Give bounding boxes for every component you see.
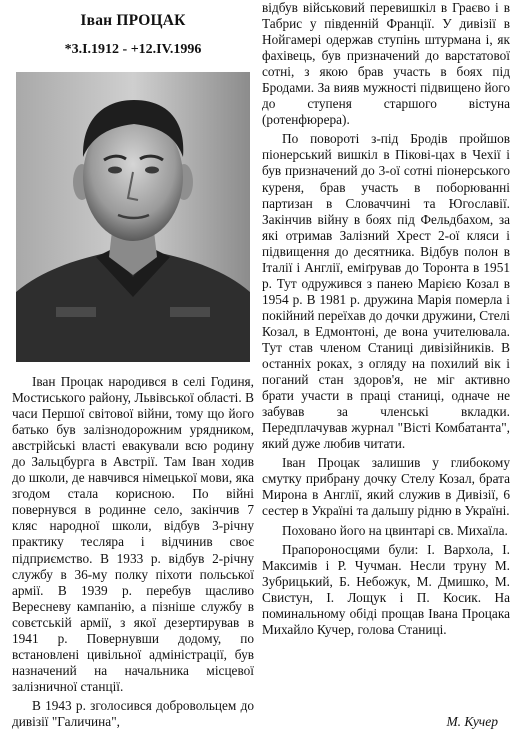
right-paragraph-4: Поховано його на цвинтарі св. Михаїла.: [282, 522, 508, 538]
right-paragraph-2: По повороті з-під Бродів пройшов піонерський вишкіл в Пікові-цах в Чехії і був призначений до 3-ої сотні піонерського куреня, брав участь в поборюванні партизан в Словаччині та Югославії. Закінчив війну в боях під Фельдбахом, за які отримав Залізний Хрест 2-ої кляси і підвищення до десятника. Відбув полон в Італії і Англії, еміґрував до Торонта в 1951 р. Тут одружився з панею Марією Козал в 1954 р. В 1981 р. дружина Марія померла і покійний переїхав до дочки дружини, Стелі Козал, в Едмонтоні, де вона учителювала. Тут став членом Станиці дивізійників. В останніх роках, з огляду на похилий вік і поганий стан здоров'я, не міг активно брати участи в праці станиці, одначе не забував за членські вкладки. Передплачував журнал "Вісті Комбатанта", який дуже любив читати.: [262, 131, 510, 452]
life-dates: *3.I.1912 - +12.IV.1996: [64, 42, 202, 57]
left-paragraph-2: В 1943 р. зголосився добровольцем до дивізії "Галичина",: [12, 697, 254, 729]
left-paragraph-1: Іван Процак народився в селі Годиня, Мостиського району, Львівської області. В часи Першої світової війни, тому що його батько був залізнодорожним урядником, австрійські власті евакували всю родину до Зальцбурга в Австрії. Там Іван ходив до школи, де навчився німецької мови, яка згодом стала корисною. По війні повернувся в родинне село, закінчив 7 кляс народної школи, відбув 3-річну практику тесляра і відчинив своє підприємство. В 1933 р. відбув 2-річну службу в 36-му полку піхоти польської армії. В 1939 р. перебув щасливо Вересневу кампанію, а пізніше службу в совєтській армії, з якої дезертирував в 1941 р. Повернувши додому, по встановлені цивільної адміністрації, був назначений на начальника місцевої залізничної станції.: [12, 374, 254, 694]
right-paragraph-1: відбув військовий перевишкіл в Граєво і в Табрис у південній Франції. У дивізії в Нойгамері одержав ступінь штурмана і, як фахівець, був призначений до варстатової сотні, з якою брав участь в боях під Бродами. За вияв мужності підвищено його до ступеня старшого вістуна (ротенфюрера).: [262, 0, 510, 128]
portrait-illustration: [16, 72, 250, 362]
right-column: [262, 0, 510, 638]
right-paragraph-3: Іван Процак залишив у глибокому смутку прибрану дочку Стелу Козал, брата Мирона в Англії, який служив в Дивізії, 6 сестер в Україні та дальшу рідню в Україні.: [262, 455, 510, 519]
portrait-photo: [16, 72, 250, 362]
left-column: [12, 6, 254, 730]
person-name: Іван ПРОЦАК: [80, 12, 186, 29]
right-paragraph-5: Прапороносцями були: І. Вархола, І. Максимів і Р. Чучман. Несли труну М. Зубрицький, Б. Небожук, М. Дмишко, М. Свистун, І. Лощук і П. Косик. На поминальному обіді прощав Івана Процака Михайло Кучер, голова Станиці.: [262, 541, 510, 637]
author-signature: М. Кучер: [446, 714, 498, 729]
